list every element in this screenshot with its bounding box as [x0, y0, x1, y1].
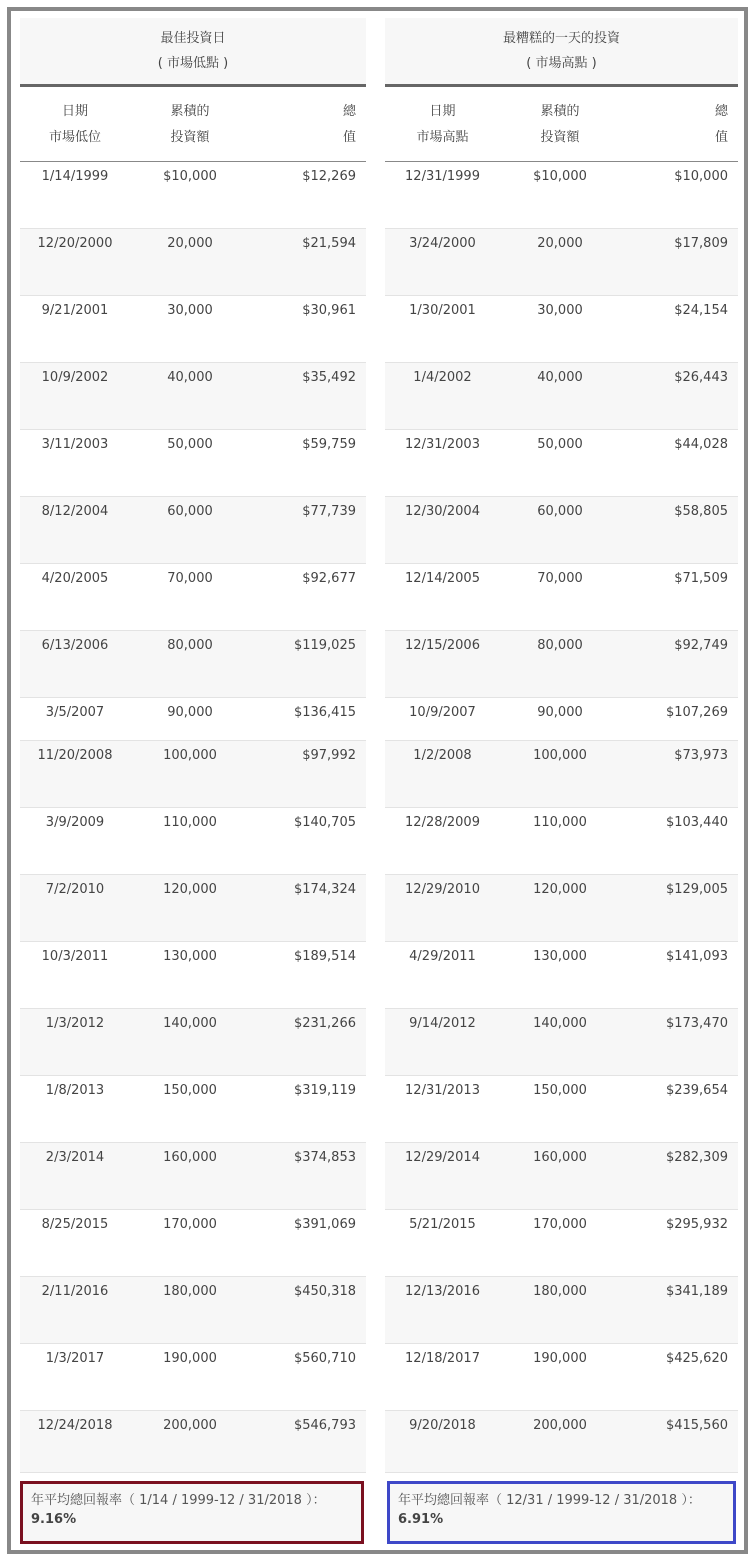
table-row — [385, 1076, 738, 1143]
cell-total: $24,154 — [674, 303, 728, 318]
cell-cumulative: 150,000 — [533, 1083, 587, 1098]
cell-cumulative: 100,000 — [533, 748, 587, 763]
worst-summary-value: 6.91% — [398, 1512, 444, 1527]
cell-date: 1/8/2013 — [45, 1083, 105, 1098]
table-row — [20, 1210, 366, 1277]
cell-date: 12/24/2018 — [37, 1418, 113, 1433]
cell-date: 12/30/2004 — [405, 504, 480, 519]
best-day-rows — [20, 162, 366, 1473]
cell-date: 3/24/2000 — [409, 236, 476, 251]
cell-date: 12/28/2009 — [405, 815, 480, 830]
cell-cumulative: 50,000 — [167, 437, 213, 452]
table-row — [385, 1277, 738, 1344]
cell-total: $391,069 — [293, 1217, 356, 1232]
cell-total: $92,677 — [302, 571, 356, 586]
cell-date: 1/30/2001 — [409, 303, 476, 318]
cell-date: 1/2/2008 — [413, 748, 472, 763]
cell-cumulative: 30,000 — [167, 303, 213, 318]
cell-total: $450,318 — [293, 1284, 356, 1299]
cell-total: $59,759 — [302, 437, 356, 452]
cell-total: $103,440 — [665, 815, 728, 830]
cell-cumulative: 110,000 — [533, 815, 587, 830]
cell-total: $21,594 — [302, 236, 356, 251]
cell-total: $239,654 — [665, 1083, 728, 1098]
best-day-title: 最佳投資日 — [160, 31, 226, 46]
cell-date: 12/29/2014 — [405, 1150, 480, 1165]
table-row — [385, 875, 738, 942]
cell-date: 3/5/2007 — [45, 705, 105, 720]
cell-date: 12/31/1999 — [405, 169, 480, 184]
worst-day-column-headers — [385, 87, 738, 162]
cell-date: 8/25/2015 — [41, 1217, 109, 1232]
best-day-column-headers — [20, 87, 366, 162]
table-row — [20, 875, 366, 942]
table-row — [20, 564, 366, 631]
table-row — [385, 564, 738, 631]
cell-date: 7/2/2010 — [45, 882, 105, 897]
cell-total: $425,620 — [665, 1351, 728, 1366]
cell-date: 12/15/2006 — [405, 638, 480, 653]
cell-total: $119,025 — [293, 638, 356, 653]
cell-cumulative: 160,000 — [533, 1150, 587, 1165]
cell-cumulative: 120,000 — [533, 882, 587, 897]
cell-date: 9/21/2001 — [41, 303, 109, 318]
best-summary-text: 年平均總回報率（ 1/14 / 1999-12 / 31/2018 ）： — [31, 1493, 326, 1508]
cell-cumulative: 50,000 — [537, 437, 583, 452]
cell-date: 12/29/2010 — [405, 882, 480, 897]
table-row — [20, 497, 366, 564]
cell-date: 8/12/2004 — [41, 504, 109, 519]
cell-total: $140,705 — [293, 815, 356, 830]
cell-cumulative: 70,000 — [167, 571, 213, 586]
cell-cumulative: 60,000 — [537, 504, 583, 519]
cell-total: $141,093 — [665, 949, 728, 964]
cell-cumulative: 160,000 — [163, 1150, 217, 1165]
table-row — [385, 1210, 738, 1277]
cell-date: 11/20/2008 — [37, 748, 113, 763]
cell-total: $174,324 — [293, 882, 356, 897]
cell-date: 10/3/2011 — [41, 949, 109, 964]
column-header-date: 日期 市場高點 — [416, 104, 469, 145]
table-row — [385, 229, 738, 296]
cell-total: $415,560 — [665, 1418, 728, 1433]
cell-cumulative: 30,000 — [537, 303, 583, 318]
cell-cumulative: 190,000 — [533, 1351, 587, 1366]
cell-cumulative: 200,000 — [533, 1418, 587, 1433]
table-row — [20, 1411, 366, 1473]
cell-total: $231,266 — [293, 1016, 356, 1031]
cell-cumulative: 180,000 — [533, 1284, 587, 1299]
cell-date: 4/20/2005 — [41, 571, 109, 586]
cell-cumulative: 200,000 — [163, 1418, 217, 1433]
cell-total: $282,309 — [665, 1150, 728, 1165]
cell-total: $92,749 — [674, 638, 728, 653]
cell-cumulative: 100,000 — [163, 748, 217, 763]
cell-total: $319,119 — [293, 1083, 356, 1098]
table-row — [385, 741, 738, 808]
cell-cumulative: 120,000 — [163, 882, 217, 897]
cell-total: $546,793 — [293, 1418, 356, 1433]
best-summary-value: 9.16% — [31, 1512, 77, 1527]
cell-cumulative: 20,000 — [537, 236, 583, 251]
table-row — [20, 942, 366, 1009]
table-row — [20, 698, 366, 741]
table-row — [20, 1009, 366, 1076]
cell-date: 1/3/2012 — [45, 1016, 105, 1031]
column-header-cumulative: 累積的 投資額 — [170, 104, 210, 145]
table-row — [20, 430, 366, 497]
table-row — [20, 631, 366, 698]
table-row — [20, 296, 366, 363]
table-row — [385, 430, 738, 497]
cell-cumulative: 40,000 — [537, 370, 583, 385]
cell-total: $10,000 — [674, 169, 728, 184]
cell-cumulative: 70,000 — [537, 571, 583, 586]
cell-date: 1/14/1999 — [41, 169, 109, 184]
best-day-header — [20, 18, 366, 87]
cell-date: 4/29/2011 — [409, 949, 476, 964]
cell-total: $136,415 — [293, 705, 356, 720]
column-header-date: 日期 市場低位 — [48, 104, 101, 145]
table-row — [385, 162, 738, 229]
cell-total: $129,005 — [665, 882, 728, 897]
cell-cumulative: $10,000 — [533, 169, 587, 184]
cell-total: $12,269 — [302, 169, 356, 184]
cell-total: $374,853 — [293, 1150, 356, 1165]
table-row — [385, 1143, 738, 1210]
table-row — [20, 162, 366, 229]
cell-total: $44,028 — [674, 437, 728, 452]
table-row — [20, 741, 366, 808]
cell-cumulative: 140,000 — [533, 1016, 587, 1031]
cell-date: 3/9/2009 — [45, 815, 105, 830]
cell-date: 10/9/2007 — [409, 705, 476, 720]
worst-summary-text: 年平均總回報率（ 12/31 / 1999-12 / 31/2018 ）： — [398, 1493, 701, 1508]
table-row — [385, 1009, 738, 1076]
cell-cumulative: 40,000 — [167, 370, 213, 385]
cell-date: 12/18/2017 — [405, 1351, 480, 1366]
cell-total: $58,805 — [674, 504, 728, 519]
cell-date: 6/13/2006 — [41, 638, 109, 653]
cell-cumulative: 150,000 — [163, 1083, 217, 1098]
cell-total: $35,492 — [302, 370, 356, 385]
cell-total: $77,739 — [302, 504, 356, 519]
table-row — [20, 1076, 366, 1143]
cell-total: $73,973 — [674, 748, 728, 763]
column-header-total: 總 值 — [342, 104, 356, 145]
table-row — [385, 942, 738, 1009]
table-row — [385, 296, 738, 363]
best-day-summary — [20, 1481, 364, 1544]
cell-total: $97,992 — [302, 748, 356, 763]
cell-date: 12/31/2003 — [405, 437, 480, 452]
cell-total: $295,932 — [665, 1217, 728, 1232]
table-row — [385, 497, 738, 564]
cell-total: $173,470 — [665, 1016, 728, 1031]
table-row — [385, 1411, 738, 1473]
cell-cumulative: 130,000 — [533, 949, 587, 964]
cell-total: $71,509 — [674, 571, 728, 586]
cell-cumulative: 80,000 — [537, 638, 583, 653]
column-header-cumulative: 累積的 投資額 — [540, 104, 580, 145]
cell-cumulative: 170,000 — [533, 1217, 587, 1232]
cell-date: 3/11/2003 — [41, 437, 109, 452]
worst-day-subtitle: ( 市場高點 ) — [526, 56, 597, 71]
worst-day-summary — [387, 1481, 736, 1544]
table-row — [20, 1277, 366, 1344]
cell-cumulative: 80,000 — [167, 638, 213, 653]
cell-date: 12/13/2016 — [405, 1284, 480, 1299]
table-row — [385, 631, 738, 698]
cell-total: $30,961 — [302, 303, 356, 318]
table-row — [20, 1143, 366, 1210]
cell-cumulative: 130,000 — [163, 949, 217, 964]
table-row — [385, 1344, 738, 1411]
cell-date: 12/31/2013 — [405, 1083, 480, 1098]
best-day-table — [20, 18, 366, 1473]
cell-date: 2/11/2016 — [41, 1284, 109, 1299]
table-row — [385, 363, 738, 430]
cell-date: 5/21/2015 — [409, 1217, 476, 1232]
cell-total: $17,809 — [674, 236, 728, 251]
cell-date: 12/14/2005 — [405, 571, 480, 586]
worst-day-header — [385, 18, 738, 87]
table-row — [20, 363, 366, 430]
cell-cumulative: 170,000 — [163, 1217, 217, 1232]
table-row — [20, 808, 366, 875]
table-row — [20, 1344, 366, 1411]
cell-total: $26,443 — [674, 370, 728, 385]
cell-total: $107,269 — [665, 705, 728, 720]
cell-total: $560,710 — [293, 1351, 356, 1366]
column-header-total: 總 值 — [714, 104, 728, 145]
cell-total: $189,514 — [293, 949, 356, 964]
worst-day-rows — [385, 162, 738, 1473]
cell-cumulative: 140,000 — [163, 1016, 217, 1031]
worst-day-title: 最糟糕的一天的投資 — [502, 31, 620, 46]
cell-cumulative: $10,000 — [163, 169, 217, 184]
cell-total: $341,189 — [665, 1284, 728, 1299]
table-row — [385, 698, 738, 741]
cell-cumulative: 180,000 — [163, 1284, 217, 1299]
cell-cumulative: 90,000 — [537, 705, 583, 720]
table-row — [385, 808, 738, 875]
cell-date: 10/9/2002 — [41, 370, 109, 385]
cell-cumulative: 190,000 — [163, 1351, 217, 1366]
worst-day-table — [385, 18, 738, 1473]
cell-cumulative: 90,000 — [167, 705, 213, 720]
cell-cumulative: 110,000 — [163, 815, 217, 830]
cell-cumulative: 60,000 — [167, 504, 213, 519]
cell-date: 9/14/2012 — [409, 1016, 476, 1031]
cell-date: 1/4/2002 — [413, 370, 472, 385]
cell-date: 12/20/2000 — [37, 236, 113, 251]
cell-cumulative: 20,000 — [167, 236, 213, 251]
best-day-subtitle: ( 市場低點 ) — [157, 56, 229, 71]
cell-date: 9/20/2018 — [409, 1418, 476, 1433]
cell-date: 2/3/2014 — [45, 1150, 105, 1165]
page-frame — [7, 7, 748, 1554]
cell-date: 1/3/2017 — [45, 1351, 105, 1366]
table-row — [20, 229, 366, 296]
